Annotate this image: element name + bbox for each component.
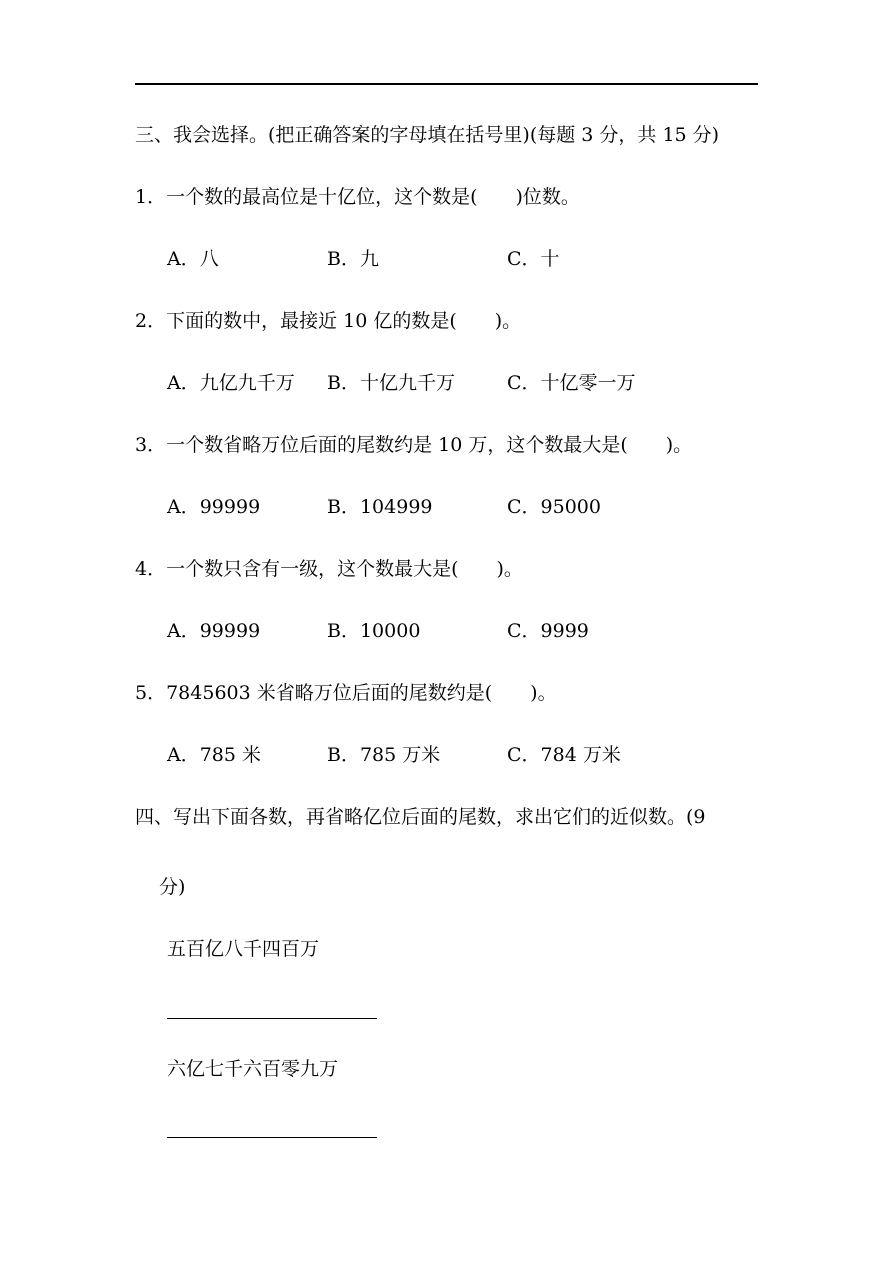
question-3-option-b: B．104999 [327,496,433,518]
question-5-option-b: B．785 万米 [327,744,441,766]
section-4-item-2: 六亿七千六百零九万 [167,1058,339,1080]
section-4-item-1: 五百亿八千四百万 [167,938,320,960]
question-1-option-a: A．八 [167,248,219,270]
question-1-option-c: C．十 [507,248,560,270]
question-2-option-a: A．九亿九千万 [167,372,295,394]
section-4-title-continued: 分) [159,876,186,898]
question-4-option-a: A．99999 [167,620,261,642]
question-5-option-a: A．785 米 [167,744,262,766]
question-5-option-c: C．784 万米 [507,744,621,766]
question-4-option-c: C．9999 [507,620,589,642]
question-2-option-b: B．十亿九千万 [327,372,455,394]
header-rule [135,83,758,85]
question-4-option-b: B．10000 [327,620,421,642]
answer-blank-1[interactable] [167,1018,377,1019]
question-1-option-b: B．九 [327,248,379,270]
question-5-stem: 5．7845603 米省略万位后面的尾数约是( )。 [135,682,557,704]
question-1-stem: 1．一个数的最高位是十亿位，这个数是( )位数。 [135,186,580,208]
question-3-stem: 3．一个数省略万位后面的尾数约是 10 万，这个数最大是( )。 [135,434,693,456]
question-3-option-c: C．95000 [507,496,601,518]
question-4-stem: 4．一个数只含有一级，这个数最大是( )。 [135,558,523,580]
section-4-title: 四、写出下面各数，再省略亿位后面的尾数，求出它们的近似数。(9 [135,806,706,828]
section-3-title: 三、我会选择。(把正确答案的字母填在括号里)(每题 3 分，共 15 分) [135,124,720,146]
question-3-option-a: A．99999 [167,496,261,518]
question-2-option-c: C．十亿零一万 [507,372,636,394]
question-2-stem: 2．下面的数中，最接近 10 亿的数是( )。 [135,310,522,332]
answer-blank-2[interactable] [167,1137,377,1138]
